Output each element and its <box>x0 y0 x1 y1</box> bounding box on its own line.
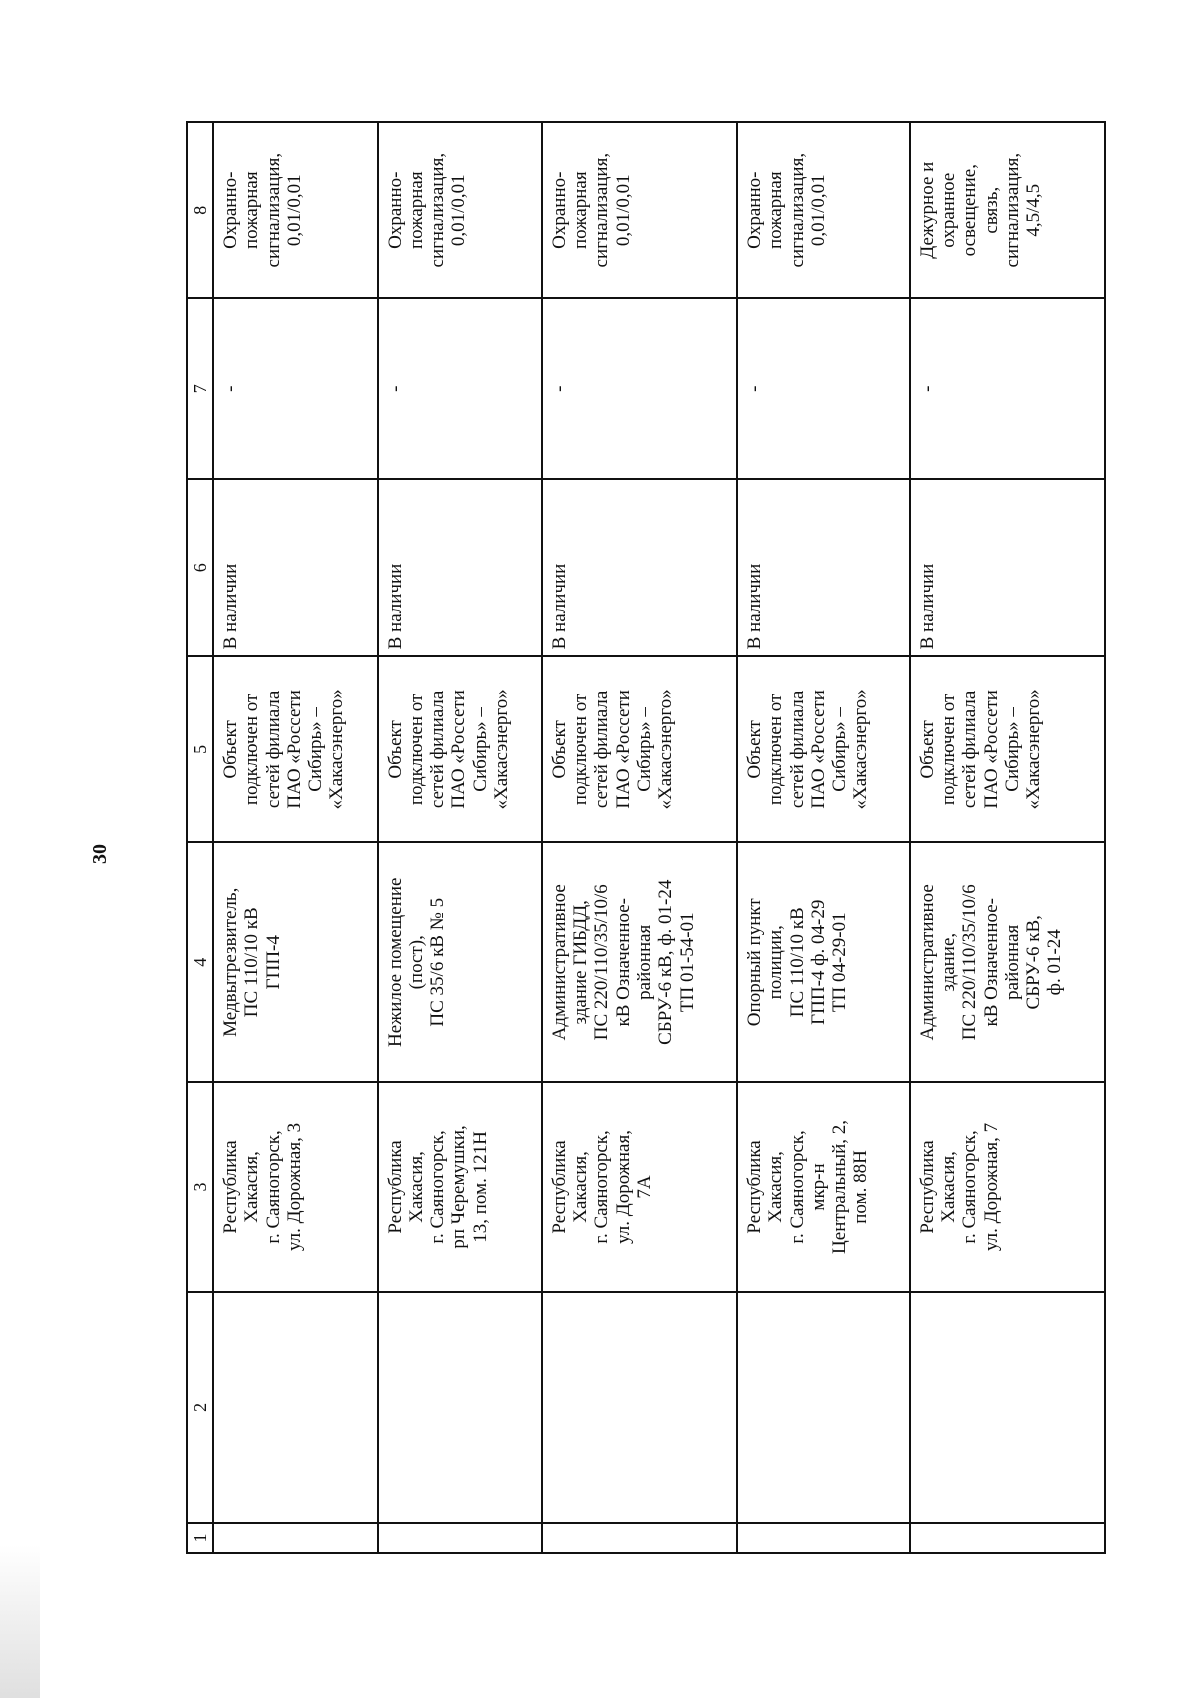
cell-availability: В наличии <box>378 479 542 656</box>
cell-col7: - <box>910 298 1105 479</box>
cell-purpose: Охранно- пожарная сигнализация, 0,01/0,01 <box>737 122 910 298</box>
header-col-4: 4 <box>187 842 213 1082</box>
header-col-2: 2 <box>187 1292 213 1523</box>
header-col-7: 7 <box>187 298 213 479</box>
table-row <box>213 122 377 1553</box>
table-row <box>910 122 1105 1553</box>
cell-purpose: Дежурное и охранное освещение, связь, сигнализация, 4,5/4,5 <box>910 122 1105 298</box>
cell-col1 <box>737 1523 910 1553</box>
table-row <box>378 122 542 1553</box>
cell-col1 <box>542 1523 737 1553</box>
cell-col2 <box>378 1292 542 1523</box>
cell-col2 <box>737 1292 910 1523</box>
cell-connection: Объект подключен от сетей филиала ПАО «Россети Сибирь» – «Хакасэнерго» <box>737 656 910 842</box>
cell-connection: Объект подключен от сетей филиала ПАО «Россети Сибирь» – «Хакасэнерго» <box>213 656 377 842</box>
header-col-6: 6 <box>187 479 213 656</box>
cell-address: Республика Хакасия, г. Саяногорск, ул. Дорожная, 7 <box>910 1082 1105 1292</box>
cell-col1 <box>213 1523 377 1553</box>
cell-availability: В наличии <box>737 479 910 656</box>
cell-connection: Объект подключен от сетей филиала ПАО «Россети Сибирь» – «Хакасэнерго» <box>542 656 737 842</box>
header-col-5: 5 <box>187 656 213 842</box>
cell-purpose: Охранно- пожарная сигнализация, 0,01/0,01 <box>542 122 737 298</box>
header-col-3: 3 <box>187 1082 213 1292</box>
cell-col7: - <box>378 298 542 479</box>
page-number: 30 <box>89 844 111 864</box>
cell-object: Административное здание, ПС 220/110/35/10/6 кВ Означенное- районная СБРУ-6 кВ, ф. 01-24 <box>910 842 1105 1082</box>
cell-address: Республика Хакасия, г. Саяногорск, рп Черемушки, 13, пом. 121Н <box>378 1082 542 1292</box>
cell-availability: В наличии <box>542 479 737 656</box>
cell-col1 <box>910 1523 1105 1553</box>
cell-purpose: Охранно- пожарная сигнализация, 0,01/0,01 <box>213 122 377 298</box>
cell-object: Административное здание ГИБДД, ПС 220/110/35/10/6 кВ Означенное- районная СБРУ-6 кВ, ф. 01-24 ТП 01-54-01 <box>542 842 737 1082</box>
cell-col1 <box>378 1523 542 1553</box>
scan-shadow <box>0 1518 40 1698</box>
cell-object: Опорный пункт полиции, ПС 110/10 кВ ГПП-4 ф. 04-29 ТП 04-29-01 <box>737 842 910 1082</box>
cell-address: Республика Хакасия, г. Саяногорск, ул. Дорожная, 7А <box>542 1082 737 1292</box>
cell-col2 <box>542 1292 737 1523</box>
cell-col2 <box>910 1292 1105 1523</box>
header-row <box>187 122 213 1553</box>
cell-object: Нежилое помещение (пост), ПС 35/6 кВ № 5 <box>378 842 542 1082</box>
table-row <box>542 122 737 1553</box>
cell-availability: В наличии <box>910 479 1105 656</box>
cell-connection: Объект подключен от сетей филиала ПАО «Россети Сибирь» – «Хакасэнерго» <box>378 656 542 842</box>
cell-availability: В наличии <box>213 479 377 656</box>
cell-col7: - <box>737 298 910 479</box>
header-col-1: 1 <box>187 1523 213 1553</box>
data-table <box>186 121 1106 1554</box>
cell-col7: - <box>213 298 377 479</box>
cell-purpose: Охранно- пожарная сигнализация, 0,01/0,01 <box>378 122 542 298</box>
cell-address: Республика Хакасия, г. Саяногорск, мкр-н Центральный, 2, пом. 88Н <box>737 1082 910 1292</box>
cell-object: Медвытрезвитель, ПС 110/10 кВ ГПП-4 <box>213 842 377 1082</box>
cell-col2 <box>213 1292 377 1523</box>
table-row <box>737 122 910 1553</box>
cell-connection: Объект подключен от сетей филиала ПАО «Россети Сибирь» – «Хакасэнерго» <box>910 656 1105 842</box>
cell-address: Республика Хакасия, г. Саяногорск, ул. Дорожная, 3 <box>213 1082 377 1292</box>
cell-col7: - <box>542 298 737 479</box>
rotated-table-wrapper <box>186 121 1106 1554</box>
header-col-8: 8 <box>187 122 213 298</box>
